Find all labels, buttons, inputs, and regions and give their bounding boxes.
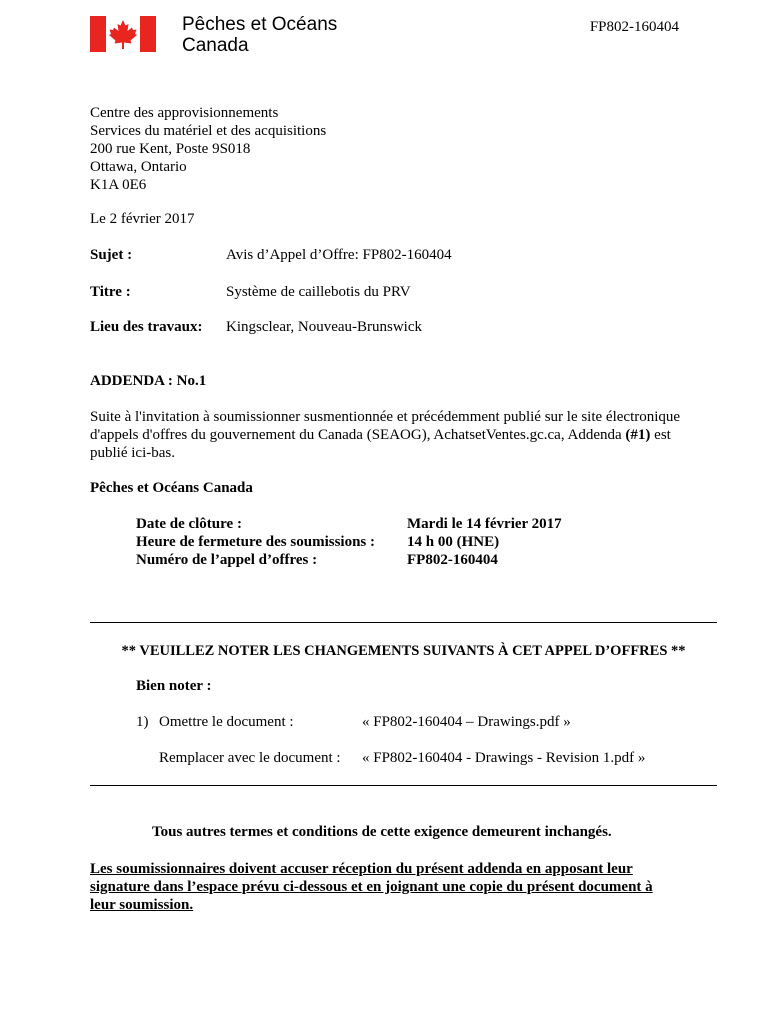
address-line: K1A 0E6	[90, 177, 147, 193]
addenda-intro-text: Suite à l'invitation à soumissionner susmentionnée et précédemment publié sur le site électronique d'appels d'offres du gouvernement du Canada (SEAOG), AchatsetVentes.gc.ca, Addenda	[90, 409, 681, 443]
title-value: Système de caillebotis du PRV	[226, 284, 411, 300]
acknowledgement-line: Les soumissionnaires doivent accuser réception du présent addenda en apposant leur	[90, 861, 633, 877]
closing-time-label: Heure de fermeture des soumissions :	[136, 534, 376, 550]
title-label: Titre :	[90, 284, 131, 300]
note-label: Bien noter :	[136, 678, 212, 694]
divider-bottom	[90, 785, 717, 786]
document-reference: FP802-160404	[589, 19, 679, 35]
department-name	[182, 14, 337, 56]
location-value: Kingsclear, Nouveau-Brunswick	[226, 319, 423, 335]
changes-heading: ** VEUILLEZ NOTER LES CHANGEMENTS SUIVANTS À CET APPEL D’OFFRES **	[121, 643, 686, 659]
subject-value: Avis d’Appel d’Offre: FP802-160404	[226, 247, 452, 263]
omit-label: Omettre le document :	[159, 714, 294, 730]
organization-name: Pêches et Océans Canada	[90, 480, 253, 496]
subject-label: Sujet :	[90, 247, 133, 263]
closing-labels	[136, 515, 375, 569]
acknowledgement-notice	[90, 860, 653, 914]
replace-document: « FP802-160404 - Drawings - Revision 1.pdf »	[362, 750, 646, 766]
divider-top	[90, 622, 717, 623]
addenda-heading: ADDENDA : No.1	[90, 373, 207, 389]
letter-date: Le 2 février 2017	[90, 211, 195, 227]
terms-statement: Tous autres termes et conditions de cette exigence demeurent inchangés.	[152, 824, 612, 840]
closing-time-value: 14 h 00 (HNE)	[407, 534, 500, 550]
address-line: 200 rue Kent, Poste 9S018	[90, 141, 251, 157]
addenda-intro	[90, 408, 690, 462]
addenda-number: (#1)	[625, 427, 651, 443]
closing-date-value: Mardi le 14 février 2017	[407, 516, 562, 532]
address-line: Ottawa, Ontario	[90, 159, 187, 175]
location-label: Lieu des travaux:	[90, 319, 203, 335]
omit-document: « FP802-160404 – Drawings.pdf »	[362, 714, 571, 730]
item-number: 1)	[136, 714, 149, 730]
tender-number-label: Numéro de l’appel d’offres :	[136, 552, 318, 568]
closing-date-label: Date de clôture :	[136, 516, 242, 532]
closing-values	[407, 515, 562, 569]
replace-label: Remplacer avec le document :	[159, 750, 341, 766]
address-line: Services du matériel et des acquisitions	[90, 123, 327, 139]
department-line-2: Canada	[182, 35, 249, 56]
canada-flag-icon	[90, 16, 156, 52]
department-line-1: Pêches et Océans	[182, 14, 338, 35]
address-block	[90, 104, 326, 194]
tender-number-value: FP802-160404	[407, 552, 498, 568]
acknowledgement-line: signature dans l’espace prévu ci-dessous et en joignant une copie du présent document à	[90, 879, 653, 895]
addenda-intro-end: est publié ici-bas.	[90, 427, 671, 461]
address-line: Centre des approvisionnements	[90, 105, 279, 121]
acknowledgement-line: leur soumission.	[90, 897, 194, 913]
